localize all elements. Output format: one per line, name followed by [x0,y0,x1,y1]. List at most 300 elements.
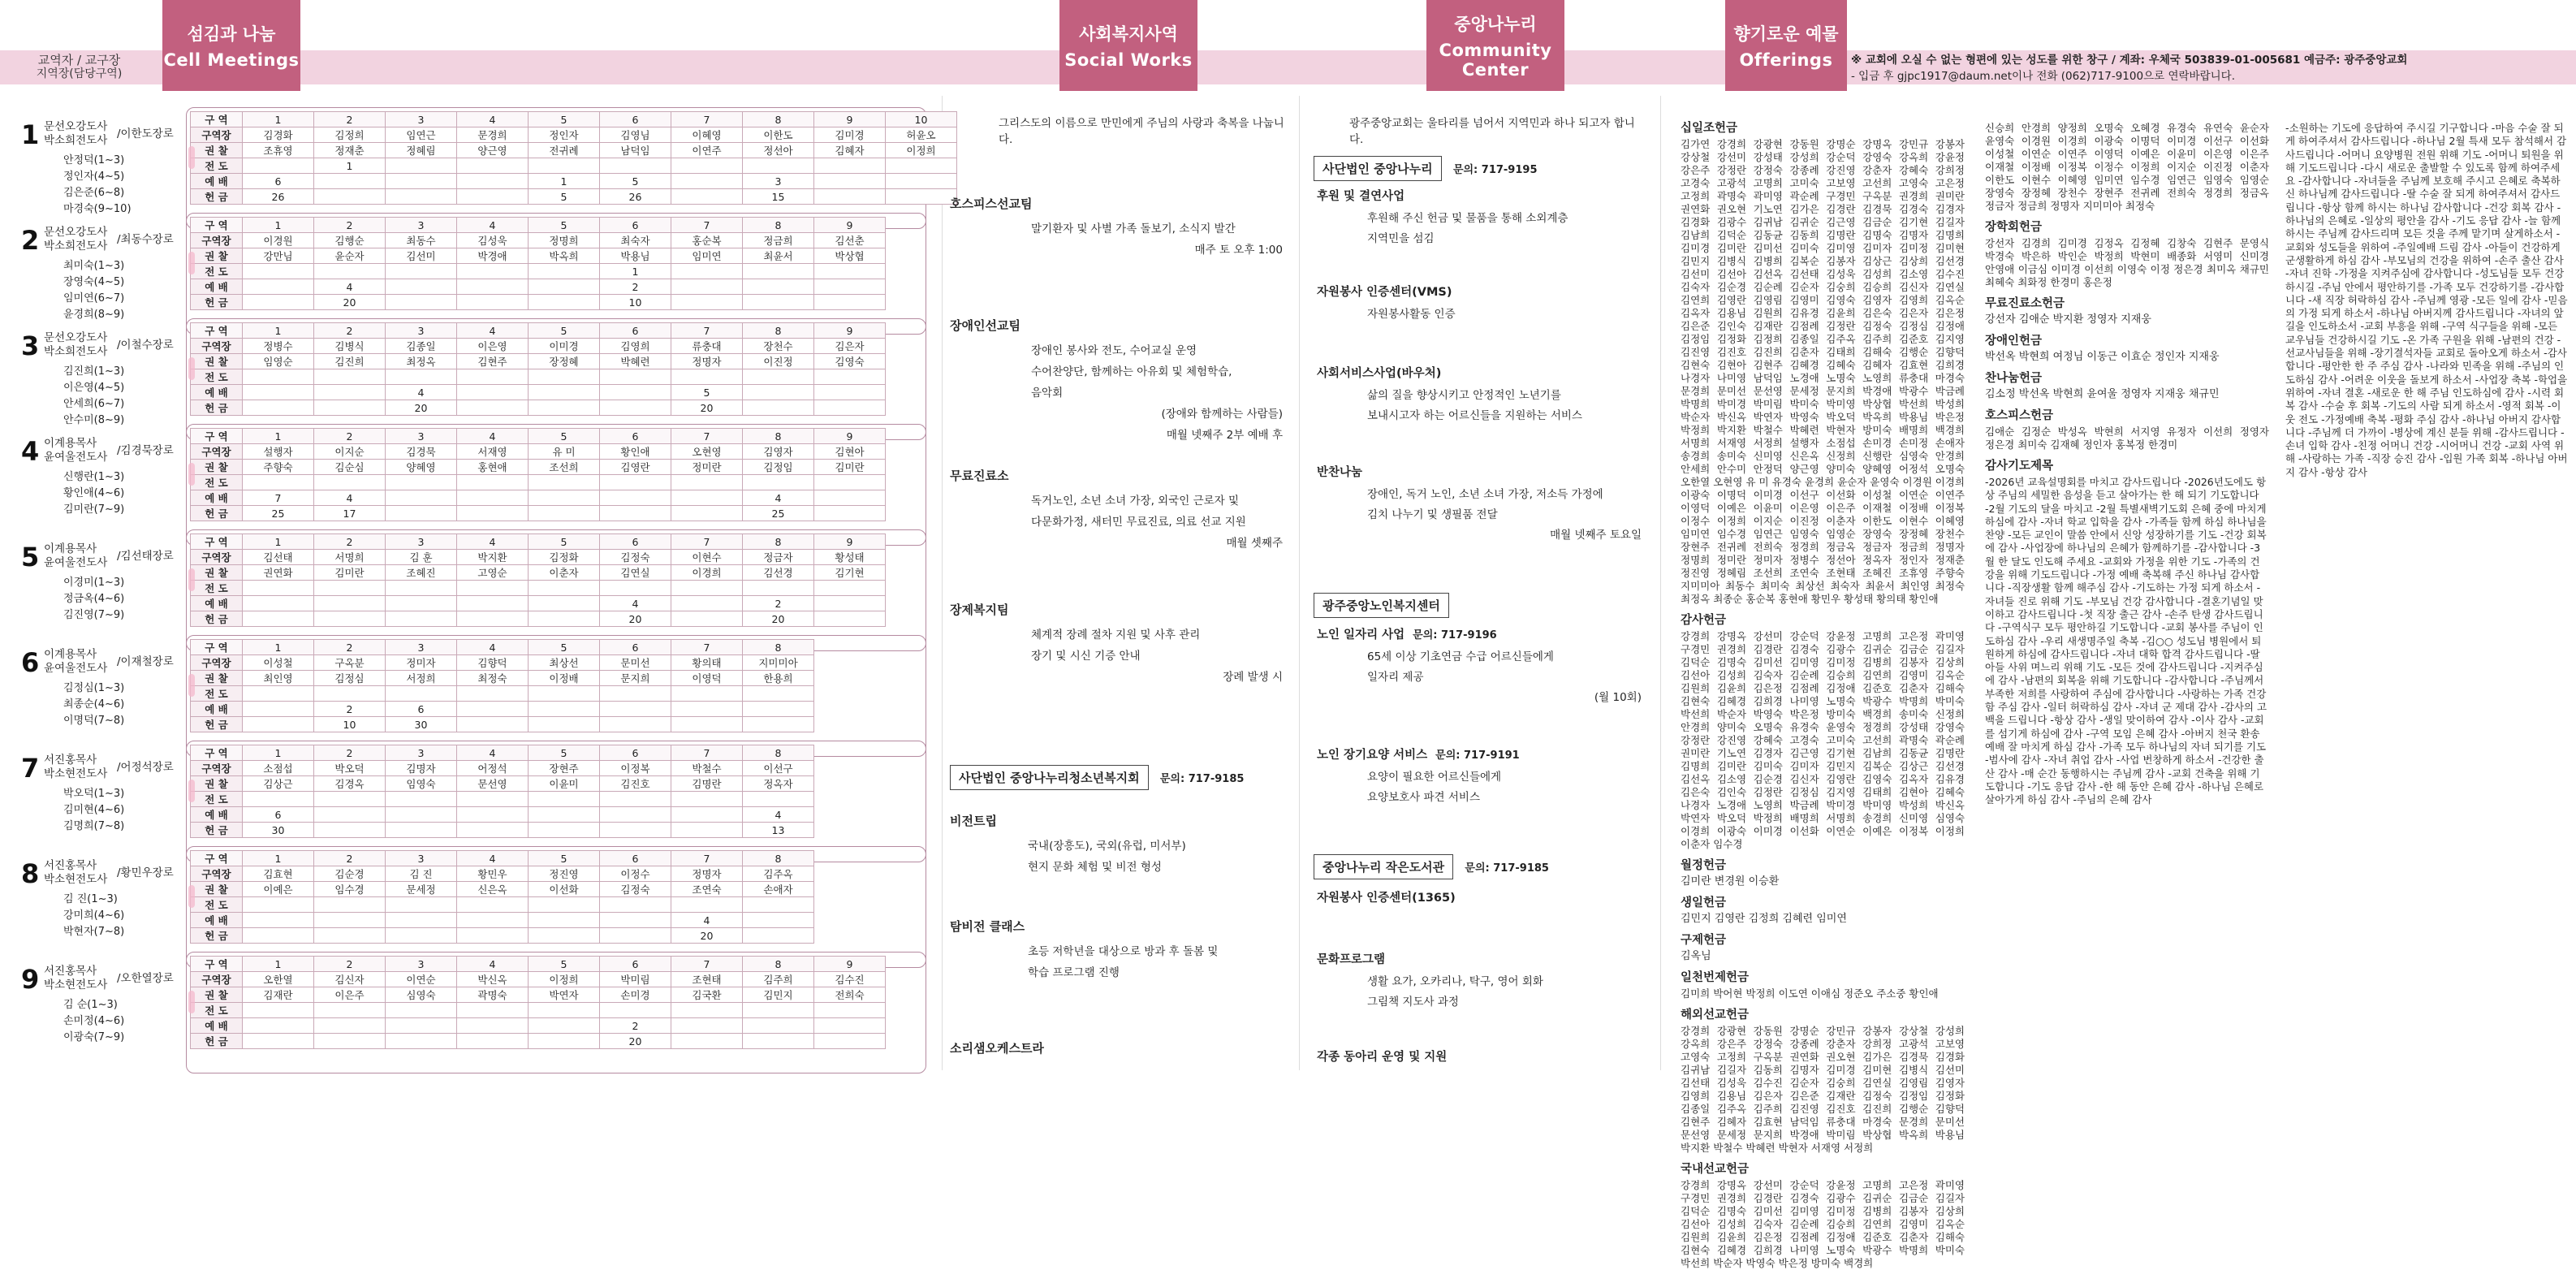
social-item-schedule: 매월 넷째주 2부 예배 후 [1166,429,1283,442]
cell-value: 김민지 [743,987,814,1003]
cell-value: 한용희 [743,671,814,686]
cell-value: 최숙자 [600,233,671,248]
cell-value [529,385,600,400]
cell-row-label: 헌 금 [191,611,243,627]
cell-value [243,385,314,400]
center-item-phone: 문의: 717-9191 [1435,749,1520,762]
region-leader: 이경미(1~3) [63,577,125,589]
cell-table-row [191,882,814,897]
cell-value: 20 [386,400,457,416]
cell-value: 1 [243,957,314,972]
cell-region-leaders [63,364,185,429]
cell-pastor-1: 문선오강도사 [44,226,108,239]
region-leader: 최종순(4~6) [63,698,125,711]
cell-elder: /오한열장로 [117,972,174,985]
cell-value [529,1003,600,1018]
cell-value: 2 [743,596,814,611]
leader-line1: 교역자 / 교구장 [37,53,121,67]
cell-pastor-2: 윤여울전도사 [44,451,108,464]
cell-value: 양혜영 [386,460,457,475]
cell-value: 7 [671,218,743,233]
cell-number: 9 [21,964,40,995]
cell-value [814,490,886,506]
cell-value: 8 [743,851,814,866]
pink-marker [188,146,195,169]
cell-value: 6 [600,534,671,550]
cell-value [386,369,457,385]
pink-marker [188,357,195,380]
offering-names: 강선자 김경희 김미경 김정옥 김정혜 김창숙 김현주 문영식 박경숙 박은하 박인순 박정희 박현미 배종화 서영미 신미경 안영애 이금심 이미경 이선희 이영숙 이정 정은경 최미옥 채규민 최혜숙 최화정 한경미 홍은정 [1985,237,2269,288]
region-leader: 황인애(4~6) [63,487,125,499]
center-item-line: 그림책 지도사 과정 [1367,996,1459,1009]
cell-value [529,506,600,521]
cell-value: 30 [386,717,457,732]
cell-row-label: 예 배 [191,385,243,400]
cell-value: 이춘자 [529,565,600,581]
center-item-culture [1317,950,1642,1013]
cell-row-label: 헌 금 [191,295,243,310]
cell-value: 조선희 [529,460,600,475]
cell-row-label: 헌 금 [191,189,243,205]
center-item-title [1317,745,1642,762]
cell-value: 4 [457,112,529,127]
cell-value: 4 [457,851,529,866]
cell-value: 김경화 [243,127,314,143]
cell-value: 10 [886,112,957,127]
cell-table-row [191,761,814,776]
social-item-funeral [950,601,1283,688]
cell-table-row [191,460,886,475]
cell-row-label: 구역장 [191,866,243,882]
cell-value: 김선태 [243,550,314,565]
cell-elder: /황민우장로 [117,866,174,879]
cell-region-leaders [63,892,185,940]
cell-pastor-1: 문선오강도사 [44,120,108,133]
social-item-line: 현지 문화 체험 및 비전 형성 [1028,861,1162,874]
cell-value: 박지환 [457,550,529,565]
cell-value: 1 [243,112,314,127]
cell-value [743,1003,814,1018]
cell-value: 오한열 [243,972,314,987]
cell-value: 김향덕 [457,655,529,671]
cell-value [529,264,600,279]
cell-pastor-1: 서진홍목사 [44,859,97,872]
cell-value: 8 [743,218,814,233]
cell-value: 8 [743,640,814,655]
cell-table [190,217,886,310]
offering-group [1985,297,2269,326]
region-leader: 김진영(7~9) [63,609,125,621]
cell-value: 6 [600,640,671,655]
cell-region-leaders [63,153,185,218]
cell-value: 주향숙 [243,460,314,475]
region-leader: 정금옥(4~6) [63,593,125,605]
cell-value: 정병수 [243,339,314,354]
offering-title: 감사기도제목 [1985,460,2054,473]
cell-value [529,475,600,490]
cell-value: 이정희 [529,972,600,987]
cell-row-label: 권 찰 [191,143,243,158]
cell-value [243,702,314,717]
cell-value [814,174,886,189]
cell-row-label: 전 도 [191,264,243,279]
cell-pastor-1: 문선오강도사 [44,331,108,344]
cell-value [814,1034,886,1049]
offering-names: 박선옥 박현희 여정님 이동근 이효순 정인자 지재웅 [1985,351,2220,363]
cell-value: 5 [671,385,743,400]
cell-row-label: 예 배 [191,279,243,295]
center-item-line: 생활 요가, 오카리나, 탁구, 영어 회화 [1367,975,1543,988]
cell-pastor-2: 박소희전도사 [44,134,108,147]
cell-value: 6 [600,851,671,866]
cell-value: 5 [529,429,600,444]
youth-welfare-phone: 문의: 717-9185 [1159,773,1245,785]
cell-value [671,158,743,174]
cell-table-row [191,957,886,972]
offering-names: 김소정 박선옥 박현희 윤여울 정영자 지재웅 채규민 [1985,388,2220,400]
tab-social-works-en: Social Works [1064,50,1193,70]
cell-value: 서재영 [457,444,529,460]
cell-table-row [191,581,886,596]
cell-value: 7 [671,640,743,655]
tab-community-center-ko: 중앙나누리 [1454,15,1537,34]
tab-community-center-en: Community Center [1439,41,1552,80]
offering-names: 강경희 강명옥 강선미 강순덕 강윤정 고명희 고은정 곽미영 구경민 권경희 김경란 김경숙 김광수 김귀순 김금순 김길자 김덕순 김명숙 김미선 김미영 김미정 김병희 김봉자 김상희 김선아 김성희 김숙자 김순례 김승희 김연희 김영미 김옥순 김원희 김윤희 김은정 김점례 김정애 김준호 김춘자 김해숙 김현숙 김혜경 김희경 나미영 노명숙 박광수 박명희 박미숙 박선희 박순자 박영숙 박은정 방미숙 백경희 송미숙 신정희 안경희 양미숙 오명숙 유경숙 윤영숙 정경희 강성태 강영숙 강정란 강진영 강혜숙 고경숙 고미숙 고선희 곽명숙 곽순례 권미란 기노연 김경자 김근영 김기현 김남희 김동균 김명란 김명희 김미란 김미숙 김미자 김민지 김복순 김상근 김선경 김선옥 김소영 김순경 김신자 김영란 김영숙 김옥자 김유경 김은숙 김인숙 김정란 김정심 김지영 김태희 김현아 김혜숙 나경자 노경애 노영희 박금례 박미경 박미영 박성희 박신옥 박연자 박오덕 박정희 배명희 서명희 송경희 신미영 심영숙 이경희 이광숙 이미경 이선화 이연순 이예은 이정복 이정희 이춘자 임수경 [1681,630,1965,850]
cell-value [457,1034,529,1049]
cell-table-row [191,248,886,264]
cell-value [243,928,314,944]
offering-group [1985,409,2269,451]
cell-elder: /어정석장로 [117,761,174,774]
cell-value: 7 [671,429,743,444]
cell-value [457,928,529,944]
cell-table-row [191,1003,886,1018]
center-item-line: 요양보호사 파견 서비스 [1367,791,1480,804]
notice-line2: - 입금 후 gjpc1917@daum.net이나 전화 (062)717-9100으로 연락바랍니다. [1851,70,2235,83]
cell-value: 1 [243,640,314,655]
cell-value [314,611,386,627]
cell-table-row [191,897,814,913]
center-item-title-text: 노인 장기요양 서비스 [1317,749,1428,762]
youth-welfare-title: 사단법인 중앙나누리청소년복지회 [950,765,1149,790]
cell-value: 4 [314,490,386,506]
cell-value: 3 [386,534,457,550]
cell-value: 최정숙 [457,671,529,686]
center-item-line: 자원봉사활동 인증 [1367,308,1456,321]
cell-value: 이연순 [386,972,457,987]
cell-row-label: 헌 금 [191,717,243,732]
cell-value: 이연주 [671,143,743,158]
cell-value: 1 [314,158,386,174]
cell-value [814,369,886,385]
cell-value [457,506,529,521]
center-item-line: 후원해 주신 헌금 및 물품을 통해 소외계층 [1367,212,1568,225]
cell-value: 김종일 [386,339,457,354]
offering-group [1985,122,2269,213]
cell-value [600,823,671,838]
offering-title: 무료진료소헌금 [1985,297,2065,310]
cell-value: 전귀례 [529,143,600,158]
offering-names: 강선자 김애순 박지환 정영자 지재웅 [1985,313,2151,326]
cell-value [457,702,529,717]
cell-value [457,174,529,189]
tab-offerings-ko: 향기로운 예물 [1733,24,1839,44]
cell-table-row [191,264,886,279]
cell-value [243,369,314,385]
cell-table-row [191,745,814,761]
cell-value: 4 [600,596,671,611]
cell-value [386,913,457,928]
cell-value [671,369,743,385]
cell-value [529,686,600,702]
cell-value: 2 [314,534,386,550]
cell-table [190,639,814,732]
cell-row-label: 구역장 [191,761,243,776]
cell-row-label: 전 도 [191,158,243,174]
region-leader: 박현자(7~8) [63,926,125,938]
center-item-clubs [1317,1048,1642,1069]
cell-value [386,596,457,611]
social-item-line: 장애인 봉사와 전도, 수어교실 운영 [1031,344,1197,357]
offering-group [1985,460,2269,806]
offering-group [1985,372,2269,401]
cell-value: 김 진 [386,866,457,882]
offering-group [1681,1163,1965,1270]
cell-value: 김정숙 [600,550,671,565]
cell-table-row [191,385,886,400]
offering-title: 십일조헌금 [1681,122,1738,135]
cell-elder: /최동수장로 [117,233,174,246]
cell-value [243,475,314,490]
cell-value: 서정희 [386,671,457,686]
pink-marker [188,780,195,802]
cell-row-label: 구역장 [191,444,243,460]
social-item-line: 수어찬양단, 함께하는 아유회 및 체험학습, [1031,365,1232,378]
cell-value [314,1003,386,1018]
cell-value: 문지희 [600,671,671,686]
offering-group [1985,221,2269,289]
region-leader: 최미숙(1~3) [63,260,125,272]
cell-value: 장현주 [529,761,600,776]
cell-value [314,823,386,838]
cell-value: 홍현애 [457,460,529,475]
cell-value: 5 [600,174,671,189]
cell-value [457,686,529,702]
cell-value [386,1018,457,1034]
cell-value [743,295,814,310]
region-leader: 안정덕(1~3) [63,154,125,166]
cell-value: 손미경 [600,987,671,1003]
cell-value [743,717,814,732]
cell-value [243,717,314,732]
cell-value [457,264,529,279]
cell-value: 4 [671,913,743,928]
region-leader: 안세희(6~7) [63,398,125,410]
cell-value: 이한도 [743,127,814,143]
cell-value: 3 [743,174,814,189]
cell-value: 이정복 [600,761,671,776]
center-item-1365 [1317,888,1642,910]
pink-marker [188,674,195,697]
cell-table-row [191,550,886,565]
cell-region-leaders [63,575,185,624]
cell-value: 4 [457,534,529,550]
cell-value: 문선영 [457,776,529,792]
cell-value: 6 [600,112,671,127]
cell-value: 조휴영 [243,143,314,158]
region-leader: 신행란(1~3) [63,471,125,483]
cell-value: 정명자 [671,354,743,369]
cell-value: 7 [671,112,743,127]
cell-value: 20 [743,611,814,627]
offering-names: 김미란 변경원 이승환 [1681,875,1780,888]
center-item-side-dish [1317,463,1642,546]
cell-value [671,490,743,506]
cell-value: 7 [671,745,743,761]
center-box-phone: 문의: 717-9185 [1465,862,1549,875]
cell-value: 3 [386,218,457,233]
offering-title: 생일헌금 [1681,896,1727,909]
cell-value [600,928,671,944]
center-box-senior [1314,593,1646,618]
cell-value: 김정심 [314,671,386,686]
pink-marker [188,991,195,1013]
cell-value: 7 [671,534,743,550]
cell-value: 이미경 [529,339,600,354]
cell-value [671,295,743,310]
social-item-hospice [950,195,1283,261]
center-item-title [1317,625,1642,642]
center-item-title: 사회서비스사업(바우처) [1317,367,1442,380]
cell-value [529,1034,600,1049]
cell-pastor-2: 박소현전도사 [44,873,108,886]
offering-names: 강경희 강광현 강동원 강명순 강민규 강봉자 강상철 강성희 강옥희 강은주 강정숙 강종례 강춘자 강희정 고광석 고보영 고영숙 고정희 구옥분 권연화 권오현 김가은 김경묵 김경화 김귀남 김길자 김동희 김명자 김미경 김미현 김병식 김선미 김선태 김성욱 김수진 김순자 김숭희 김연실 김영림 김영자 김영희 김용님 김은자 김은준 김재란 김정숙 김정임 김정화 김종일 김주옥 김주희 김진영 김진호 김진희 김행순 김향덕 김현주 김혜자 김효현 남덕임 류충대 마경숙 문경희 문미선 문선영 문세정 문지희 박경애 박미림 박상협 박옥희 박용님 박지환 박철수 박혜련 박현자 서재영 서정희 [1681,1025,1965,1154]
cell-row-label: 구역장 [191,339,243,354]
region-leader: 윤경희(8~9) [63,309,125,321]
cell-value: 구옥분 [314,655,386,671]
cell-value: 박미림 [600,972,671,987]
cell-pastor-1: 서진홍목사 [44,754,97,767]
cell-table-row [191,596,886,611]
cell-value [600,506,671,521]
cell-value: 8 [743,957,814,972]
cell-row-label: 권 찰 [191,882,243,897]
cell-value [457,279,529,295]
cell-value [529,400,600,416]
cell-number: 6 [21,647,40,678]
center-item-title-text: 노인 일자리 사업 [1317,629,1405,641]
cell-value: 9 [814,429,886,444]
cell-value: 4 [457,640,529,655]
cell-table-row [191,429,886,444]
cell-value: 장천수 [743,339,814,354]
center-item-line: 삶의 질을 향상시키고 안정적인 노년기를 [1367,389,1561,402]
region-leader: 김정심(1~3) [63,682,125,694]
cell-value [243,1003,314,1018]
cell-value: 이지순 [314,444,386,460]
cell-value: 김경옥 [314,776,386,792]
cell-value [314,581,386,596]
cell-value [600,581,671,596]
cell-value: 이경원 [243,233,314,248]
cell-table-row [191,640,814,655]
offering-title: 장애인헌금 [1985,335,2043,348]
cell-value [457,385,529,400]
cell-value: 7 [671,323,743,339]
cell-table-row [191,776,814,792]
cell-value [743,897,814,913]
cell-value: 김영자 [743,444,814,460]
cell-value: 20 [314,295,386,310]
cell-value [814,400,886,416]
cell-row-label: 권 찰 [191,776,243,792]
cell-value [743,158,814,174]
cell-value [671,792,743,807]
cell-value: 김정희 [314,127,386,143]
cell-value [814,189,886,205]
cell-value [600,158,671,174]
tab-social-works [1059,0,1197,91]
cell-value: 심영숙 [386,987,457,1003]
cell-value [886,158,957,174]
cell-row-label: 권 찰 [191,248,243,264]
region-leader: 김 순(1~3) [63,999,118,1011]
cell-value: 김순경 [314,866,386,882]
cell-value [386,279,457,295]
cell-value: 3 [386,745,457,761]
community-center-section [1309,106,1650,1088]
region-leader: 정인자(4~5) [63,171,125,183]
center-item-line: 김치 나누기 및 생필품 전달 [1367,508,1498,521]
cell-value [457,792,529,807]
cell-value: 20 [600,611,671,627]
cell-value [314,385,386,400]
social-item-line: 다문화가정, 새터민 무료진료, 의료 선교 지원 [1031,516,1246,529]
cell-value [671,686,743,702]
cell-value: 최인영 [243,671,314,686]
cell-row-label: 예 배 [191,1018,243,1034]
cell-value: 8 [743,429,814,444]
cell-pastor-2: 윤여울전도사 [44,556,108,569]
cell-table-row [191,807,814,823]
cell-value [314,807,386,823]
cell-pastor-2: 박소희전도사 [44,345,108,358]
social-item-line: 장기 및 시신 기증 안내 [1031,650,1141,663]
cell-value: 25 [243,506,314,521]
cell-value: 김현주 [457,354,529,369]
cell-table-row [191,565,886,581]
cell-value [600,913,671,928]
social-works-section [950,106,1291,1088]
youth-welfare-box [950,765,1283,790]
cell-value [457,596,529,611]
social-item-title: 장제복지팀 [950,603,1009,617]
cell-value: 곽명숙 [457,987,529,1003]
cell-row-label: 구 역 [191,218,243,233]
cell-value: 6 [600,218,671,233]
social-item-line: 체계적 장례 절차 지원 및 사후 관리 [1031,629,1201,641]
cell-value: 김주옥 [743,866,814,882]
cell-row-label: 예 배 [191,702,243,717]
cell-value [529,702,600,717]
cell-value: 김정화 [529,550,600,565]
cell-value: 9 [814,957,886,972]
offering-notice [1851,52,2565,84]
center-item-title: 반찬나눔 [1317,466,1363,479]
cell-table-row [191,611,886,627]
cell-value [243,264,314,279]
cell-value: 김연실 [600,565,671,581]
